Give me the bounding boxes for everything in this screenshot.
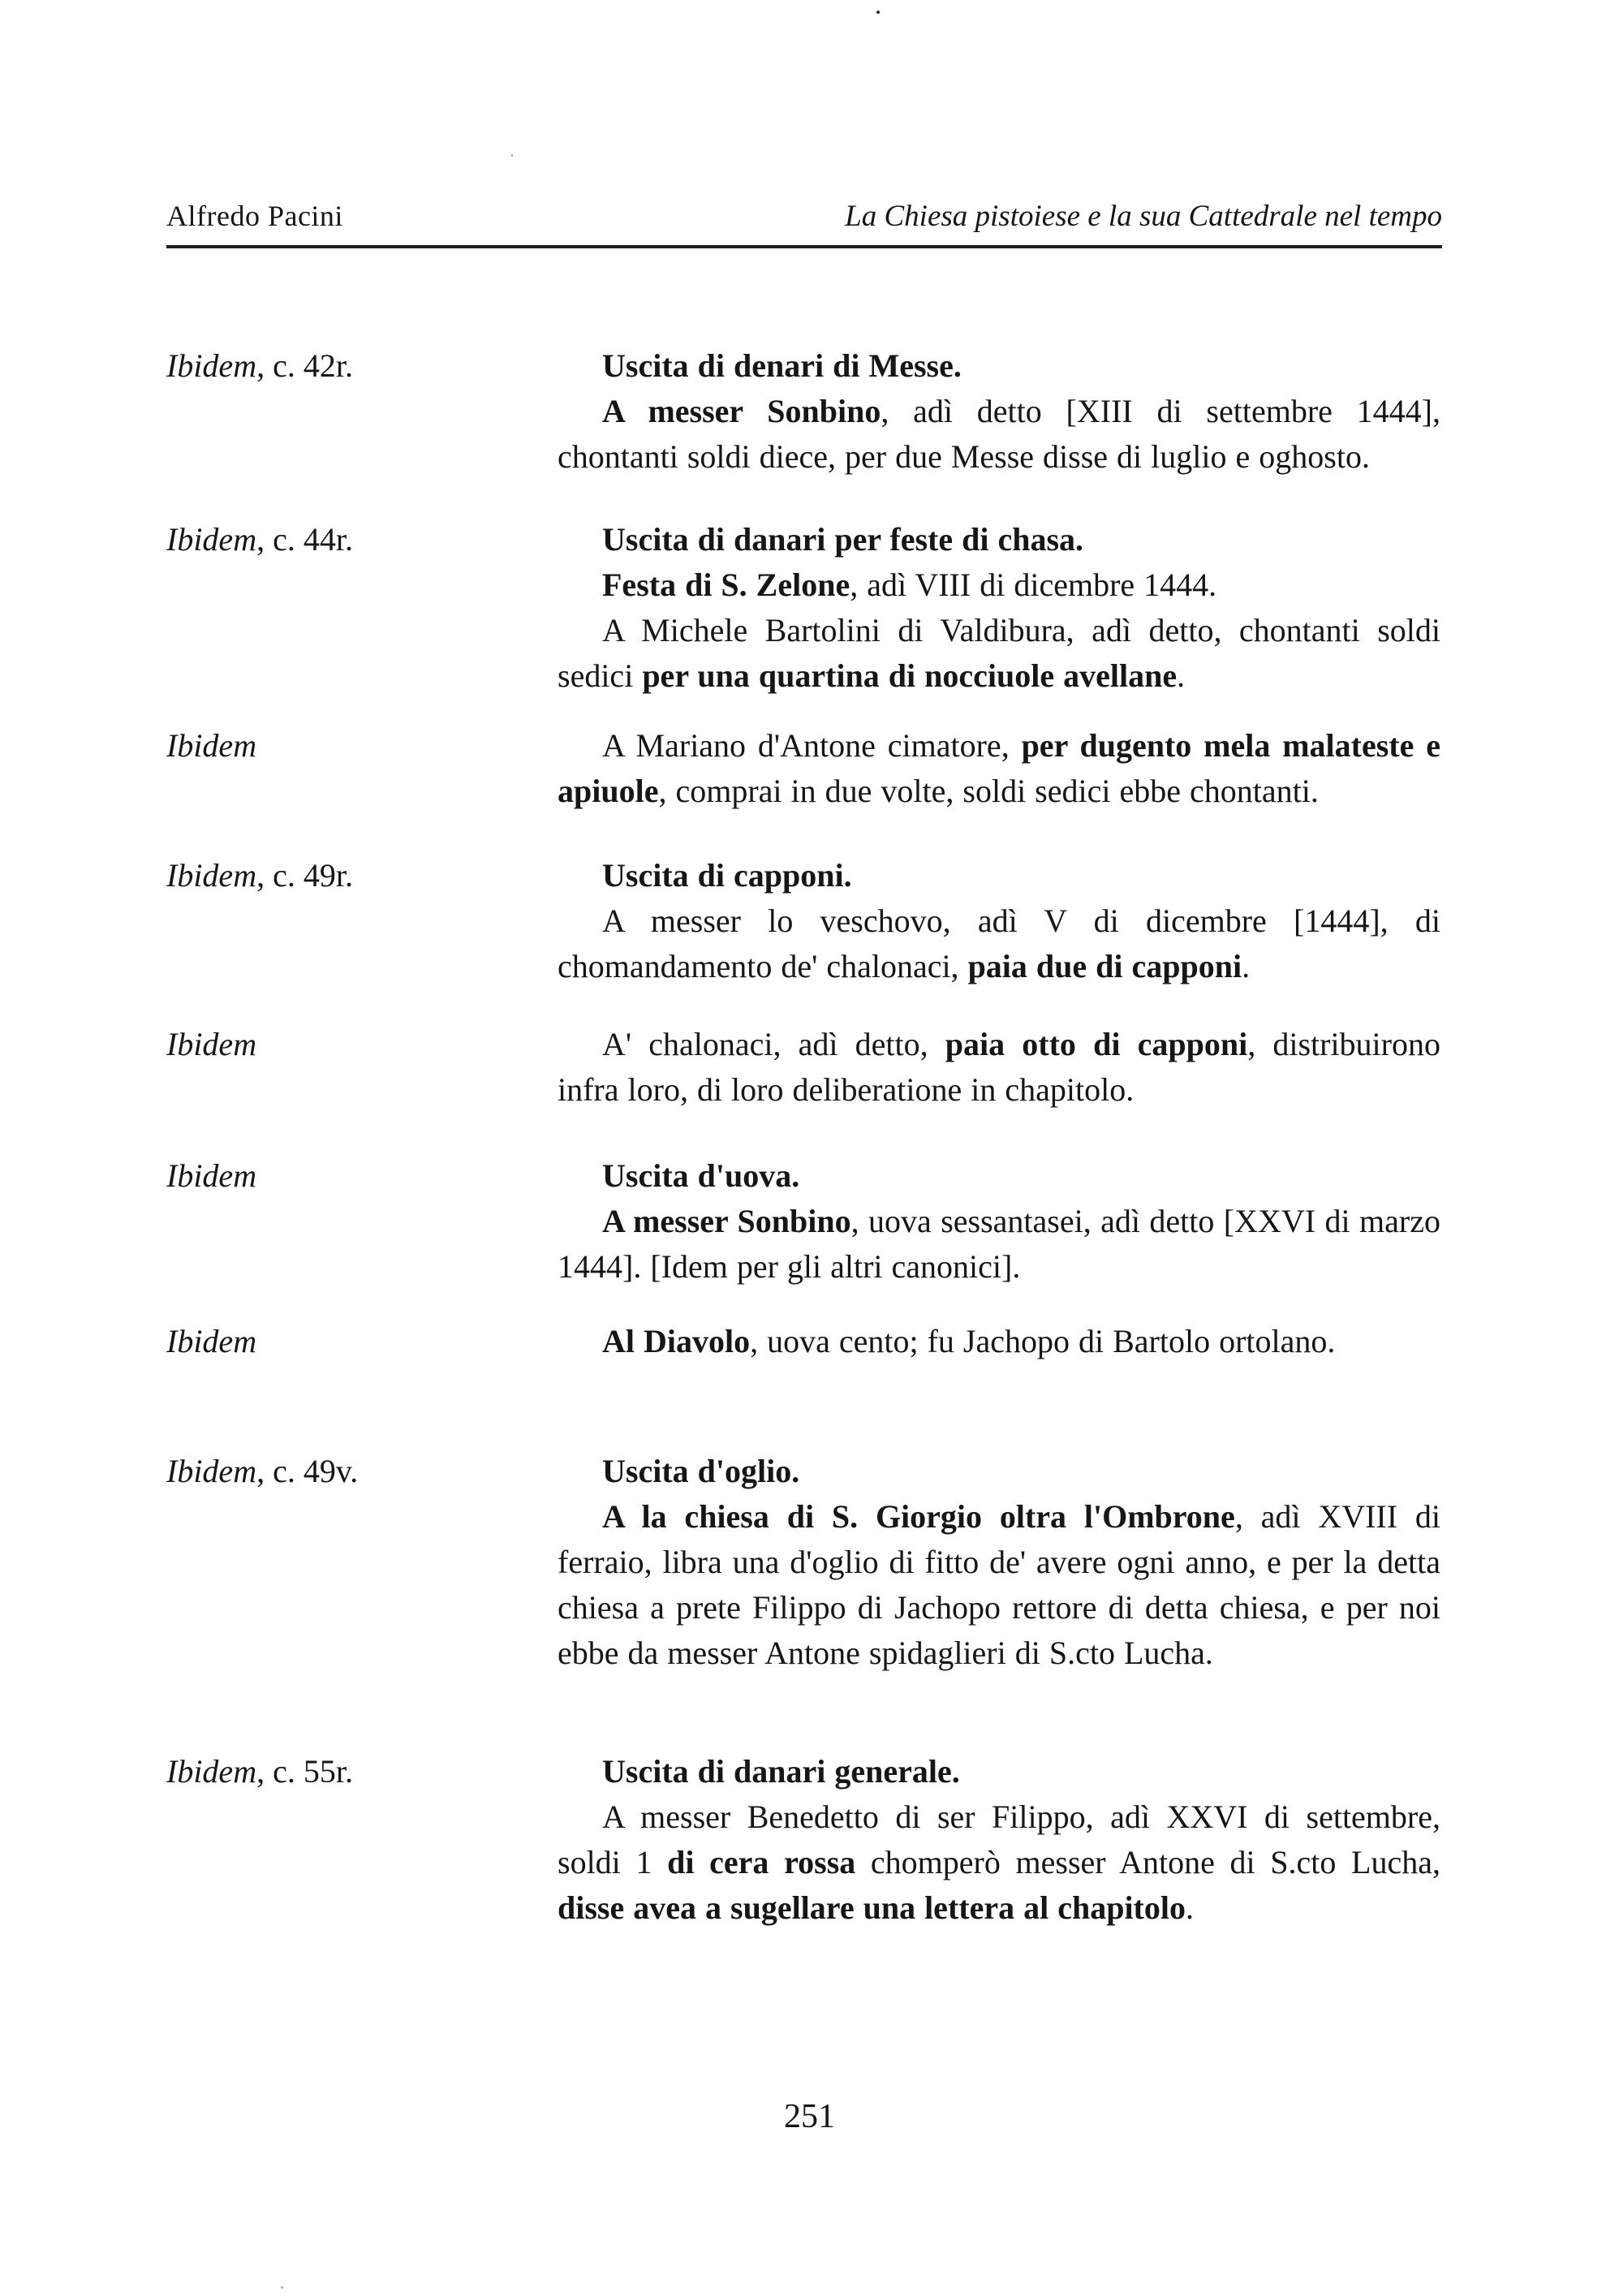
paragraph: Al Diavolo, uova cento; fu Jachopo di Bartolo ortolano. bbox=[602, 1323, 1336, 1359]
entry-body bbox=[558, 1022, 1440, 1113]
paragraph: Uscita di capponi. bbox=[602, 857, 852, 894]
margin-reference: Ibidem bbox=[166, 1026, 257, 1062]
scan-speck bbox=[511, 154, 513, 157]
paragraph: Uscita di denari di Messe. bbox=[602, 347, 962, 384]
entry-row bbox=[166, 1153, 1442, 1290]
entry-row bbox=[166, 853, 1442, 989]
entry-row bbox=[166, 1749, 1442, 1931]
entry-body bbox=[558, 1319, 1440, 1364]
entry-row bbox=[166, 1022, 1442, 1113]
scan-speck bbox=[876, 11, 880, 14]
paragraph: A Mariano d'Antone cimatore, per dugento mela malateste e apiuole, comprai in due volte, soldi sedici ebbe chontanti. bbox=[558, 727, 1440, 809]
running-header bbox=[166, 199, 1442, 248]
margin-reference: Ibidem, c. 44r. bbox=[166, 521, 353, 558]
header-book-title: La Chiesa pistoiese e la sua Cattedrale nel tempo bbox=[845, 200, 1442, 233]
entry-body bbox=[558, 517, 1440, 699]
entry-row bbox=[166, 723, 1442, 814]
entry-row bbox=[166, 1449, 1442, 1676]
scan-speck bbox=[281, 2286, 283, 2289]
entry-row bbox=[166, 343, 1442, 480]
header-author: Alfredo Pacini bbox=[166, 200, 343, 232]
paragraph: Uscita di danari per feste di chasa. bbox=[602, 521, 1084, 558]
entry-row bbox=[166, 1319, 1442, 1364]
entry-body bbox=[558, 1153, 1440, 1290]
entry-body bbox=[558, 853, 1440, 989]
margin-reference: Ibidem bbox=[166, 1157, 257, 1194]
paragraph: A messer Sonbino, uova sessantasei, adì detto [XXVI di marzo 1444]. [Idem per gli altri canonici]. bbox=[558, 1203, 1440, 1285]
paragraph: Festa di S. Zelone, adì VIII di dicembre 1444. bbox=[602, 566, 1217, 603]
entries bbox=[166, 252, 1442, 1931]
entry-body bbox=[558, 1749, 1440, 1931]
margin-reference: Ibidem, c. 55r. bbox=[166, 1753, 353, 1790]
entry-body bbox=[558, 1449, 1440, 1676]
entry-body bbox=[558, 343, 1440, 480]
margin-reference: Ibidem, c. 49r. bbox=[166, 857, 353, 894]
paragraph: Uscita di danari generale. bbox=[602, 1753, 960, 1790]
paragraph: A Michele Bartolini di Valdibura, adì detto, chontanti soldi sedici per una quartina di nocciuole avellane. bbox=[558, 612, 1440, 694]
margin-reference: Ibidem bbox=[166, 727, 257, 764]
page-number: 251 bbox=[784, 2098, 835, 2135]
margin-reference: Ibidem bbox=[166, 1323, 257, 1359]
paragraph: A messer lo veschovo, adì V di dicembre [1444], di chomandamento de' chalonaci, paia due di capponi. bbox=[558, 902, 1440, 984]
paragraph: A' chalonaci, adì detto, paia otto di capponi, distribuirono infra loro, di loro deliberatione in chapitolo. bbox=[558, 1026, 1440, 1108]
entry-body bbox=[558, 723, 1440, 814]
paragraph: A la chiesa di S. Giorgio oltra l'Ombrone, adì XVIII di ferraio, libra una d'oglio di fitto de' avere ogni anno, e per la detta chiesa a prete Filippo di Jachopo rettore di detta chiesa, e per noi ebbe da messer Antone spidaglieri di S.cto Lucha. bbox=[558, 1498, 1440, 1671]
paragraph: Uscita d'uova. bbox=[602, 1157, 800, 1194]
paragraph: Uscita d'oglio. bbox=[602, 1453, 800, 1489]
margin-reference: Ibidem, c. 42r. bbox=[166, 347, 353, 384]
paragraph: A messer Benedetto di ser Filippo, adì XXVI di settembre, soldi 1 di cera rossa chomperò messer Antone di S.cto Lucha, disse avea a sugellare una lettera al chapitolo. bbox=[558, 1798, 1440, 1926]
margin-reference: Ibidem, c. 49v. bbox=[166, 1453, 359, 1489]
paragraph: A messer Sonbino, adì detto [XIII di settembre 1444], chontanti soldi diece, per due Messe disse di luglio e oghosto. bbox=[558, 393, 1440, 475]
entry-row bbox=[166, 517, 1442, 699]
